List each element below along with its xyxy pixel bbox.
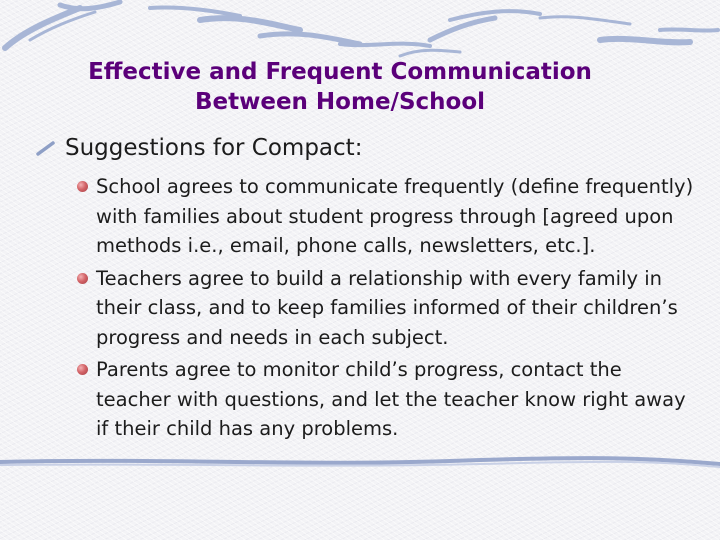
red-dot-bullet-icon <box>77 273 88 284</box>
red-dot-bullet-icon <box>77 181 88 192</box>
list-item-text: Teachers agree to build a relationship with every family in their class, and to keep families informed of their children’s progress and needs in each subject. <box>96 266 678 349</box>
title-line-2: Between Home/School <box>194 89 486 115</box>
list-item <box>96 172 696 261</box>
bottom-brush-divider <box>0 452 720 482</box>
suggestion-list <box>96 172 696 447</box>
list-item-text: School agrees to communicate frequently (define frequently) with families about student progress through [agreed upon methods i.e., email, phone calls, newsletters, etc.]. <box>96 175 694 257</box>
section-heading: Suggestions for Compact: <box>65 135 363 161</box>
red-dot-bullet-icon <box>77 364 88 375</box>
list-item <box>96 264 696 353</box>
slide-title <box>40 57 640 117</box>
brush-stroke-bullet-icon <box>36 140 56 156</box>
list-item <box>96 355 696 444</box>
title-line-1: Effective and Frequent Communication <box>88 59 592 85</box>
list-item-text: Parents agree to monitor child’s progress, contact the teacher with questions, and let the teacher know right away if their child has any problems. <box>96 358 686 440</box>
